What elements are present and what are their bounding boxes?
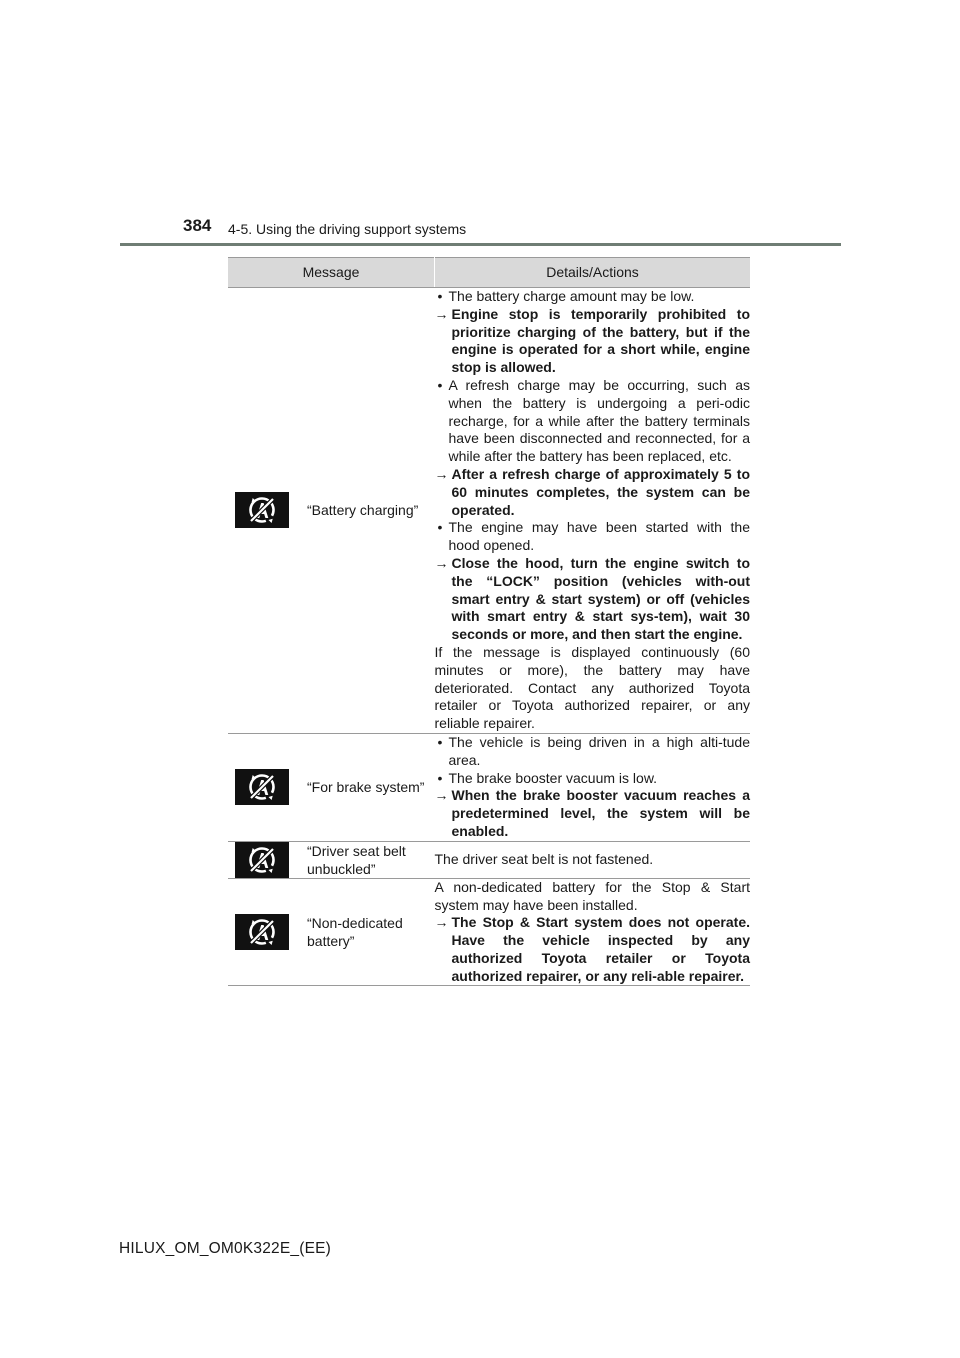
- column-header-message: Message: [228, 258, 435, 288]
- detail-bullet-text: The brake booster vacuum is low.: [448, 769, 658, 786]
- detail-note: [435, 851, 751, 869]
- bullet-icon: •: [437, 769, 443, 786]
- auto-start-stop-off-icon: [235, 842, 289, 878]
- arrow-right-icon: →: [434, 554, 449, 571]
- detail-action-text: When the brake booster vacuum reaches a predetermined level, the system will be enabled.: [451, 787, 750, 839]
- arrow-right-icon: →: [434, 914, 449, 931]
- column-header-details: Details/Actions: [435, 258, 751, 288]
- detail-action: [435, 787, 751, 840]
- detail-action: [435, 914, 751, 985]
- message-text: “For brake system”: [307, 779, 425, 796]
- detail-bullet: [435, 770, 751, 788]
- detail-note-text: A non-dedicated battery for the Stop & Start system may have been installed.: [434, 878, 750, 913]
- details-cell: [435, 733, 751, 841]
- detail-bullet: [435, 288, 751, 306]
- details-cell: [435, 878, 751, 986]
- header-divider: [120, 243, 841, 246]
- detail-note: [435, 644, 751, 733]
- arrow-right-icon: →: [434, 305, 449, 322]
- detail-action: [435, 306, 751, 377]
- message-cell: [228, 288, 435, 734]
- message-text: “Battery charging”: [307, 502, 419, 519]
- detail-note-text: If the message is displayed continuously (60 minutes or more), the battery may have deteriorated. Contact any authorized Toyota retailer or Toyota authorized repairer, or any reliable repairer.: [434, 643, 750, 732]
- page-number: 384: [183, 216, 212, 235]
- section-title: 4-5. Using the driving support systems: [228, 221, 467, 237]
- details-cell: [435, 288, 751, 734]
- bullet-icon: •: [437, 733, 443, 750]
- detail-bullet-text: The vehicle is being driven in a high alti-tude area.: [448, 733, 750, 768]
- details-cell: [435, 841, 751, 878]
- detail-action-text: The Stop & Start system does not operate. Have the vehicle inspected by any authorized Toyota retailer or Toyota authorized repairer, or any reli-able repairer.: [451, 914, 750, 984]
- bullet-icon: •: [437, 519, 443, 536]
- table-row: [228, 733, 750, 841]
- auto-start-stop-off-icon: [235, 769, 289, 805]
- message-text: “Non-dedicated battery”: [307, 915, 403, 950]
- detail-bullet: [435, 377, 751, 466]
- detail-bullet-text: The battery charge amount may be low.: [448, 288, 695, 304]
- detail-bullet: [435, 734, 751, 770]
- detail-bullet: [435, 519, 751, 555]
- message-cell: [228, 878, 435, 986]
- table-row: [228, 841, 750, 878]
- detail-note-text: The driver seat belt is not fastened.: [434, 850, 654, 867]
- detail-action: [435, 466, 751, 519]
- message-cell: [228, 733, 435, 841]
- message-table: [228, 257, 750, 986]
- auto-start-stop-off-icon: [235, 914, 289, 950]
- arrow-right-icon: →: [434, 787, 449, 804]
- detail-bullet-text: A refresh charge may be occurring, such as when the battery is undergoing a peri-odic recharge, for a while after the battery terminals have been disconnected and reconnected, for a while after the battery has been replaced, etc.: [448, 376, 750, 465]
- table-body: [228, 288, 750, 986]
- message-cell: [228, 841, 435, 878]
- document-code: HILUX_OM_OM0K322E_(EE): [119, 1240, 332, 1257]
- detail-action-text: Close the hood, turn the engine switch to the “LOCK” position (vehicles with-out smart entry & start system) or off (vehicles with smart entry & start sys-tem), wait 30 seconds or more, and then start the engine.: [451, 554, 750, 643]
- detail-note: [435, 879, 751, 915]
- auto-start-stop-off-icon: [235, 492, 289, 528]
- arrow-right-icon: →: [434, 465, 449, 482]
- table-row: [228, 878, 750, 986]
- detail-bullet-text: The engine may have been started with the hood opened.: [448, 519, 750, 554]
- bullet-icon: •: [437, 376, 443, 393]
- table-row: [228, 288, 750, 734]
- detail-action: [435, 555, 751, 644]
- detail-action-text: Engine stop is temporarily prohibited to prioritize charging of the battery, but if the engine is operated for a short while, engine stop is allowed.: [451, 305, 750, 376]
- bullet-icon: •: [437, 288, 443, 304]
- table-header-row: [228, 258, 750, 288]
- detail-action-text: After a refresh charge of approximately 5 to 60 minutes completes, the system can be operated.: [451, 465, 750, 518]
- message-text: “Driver seat belt unbuckled”: [307, 842, 406, 877]
